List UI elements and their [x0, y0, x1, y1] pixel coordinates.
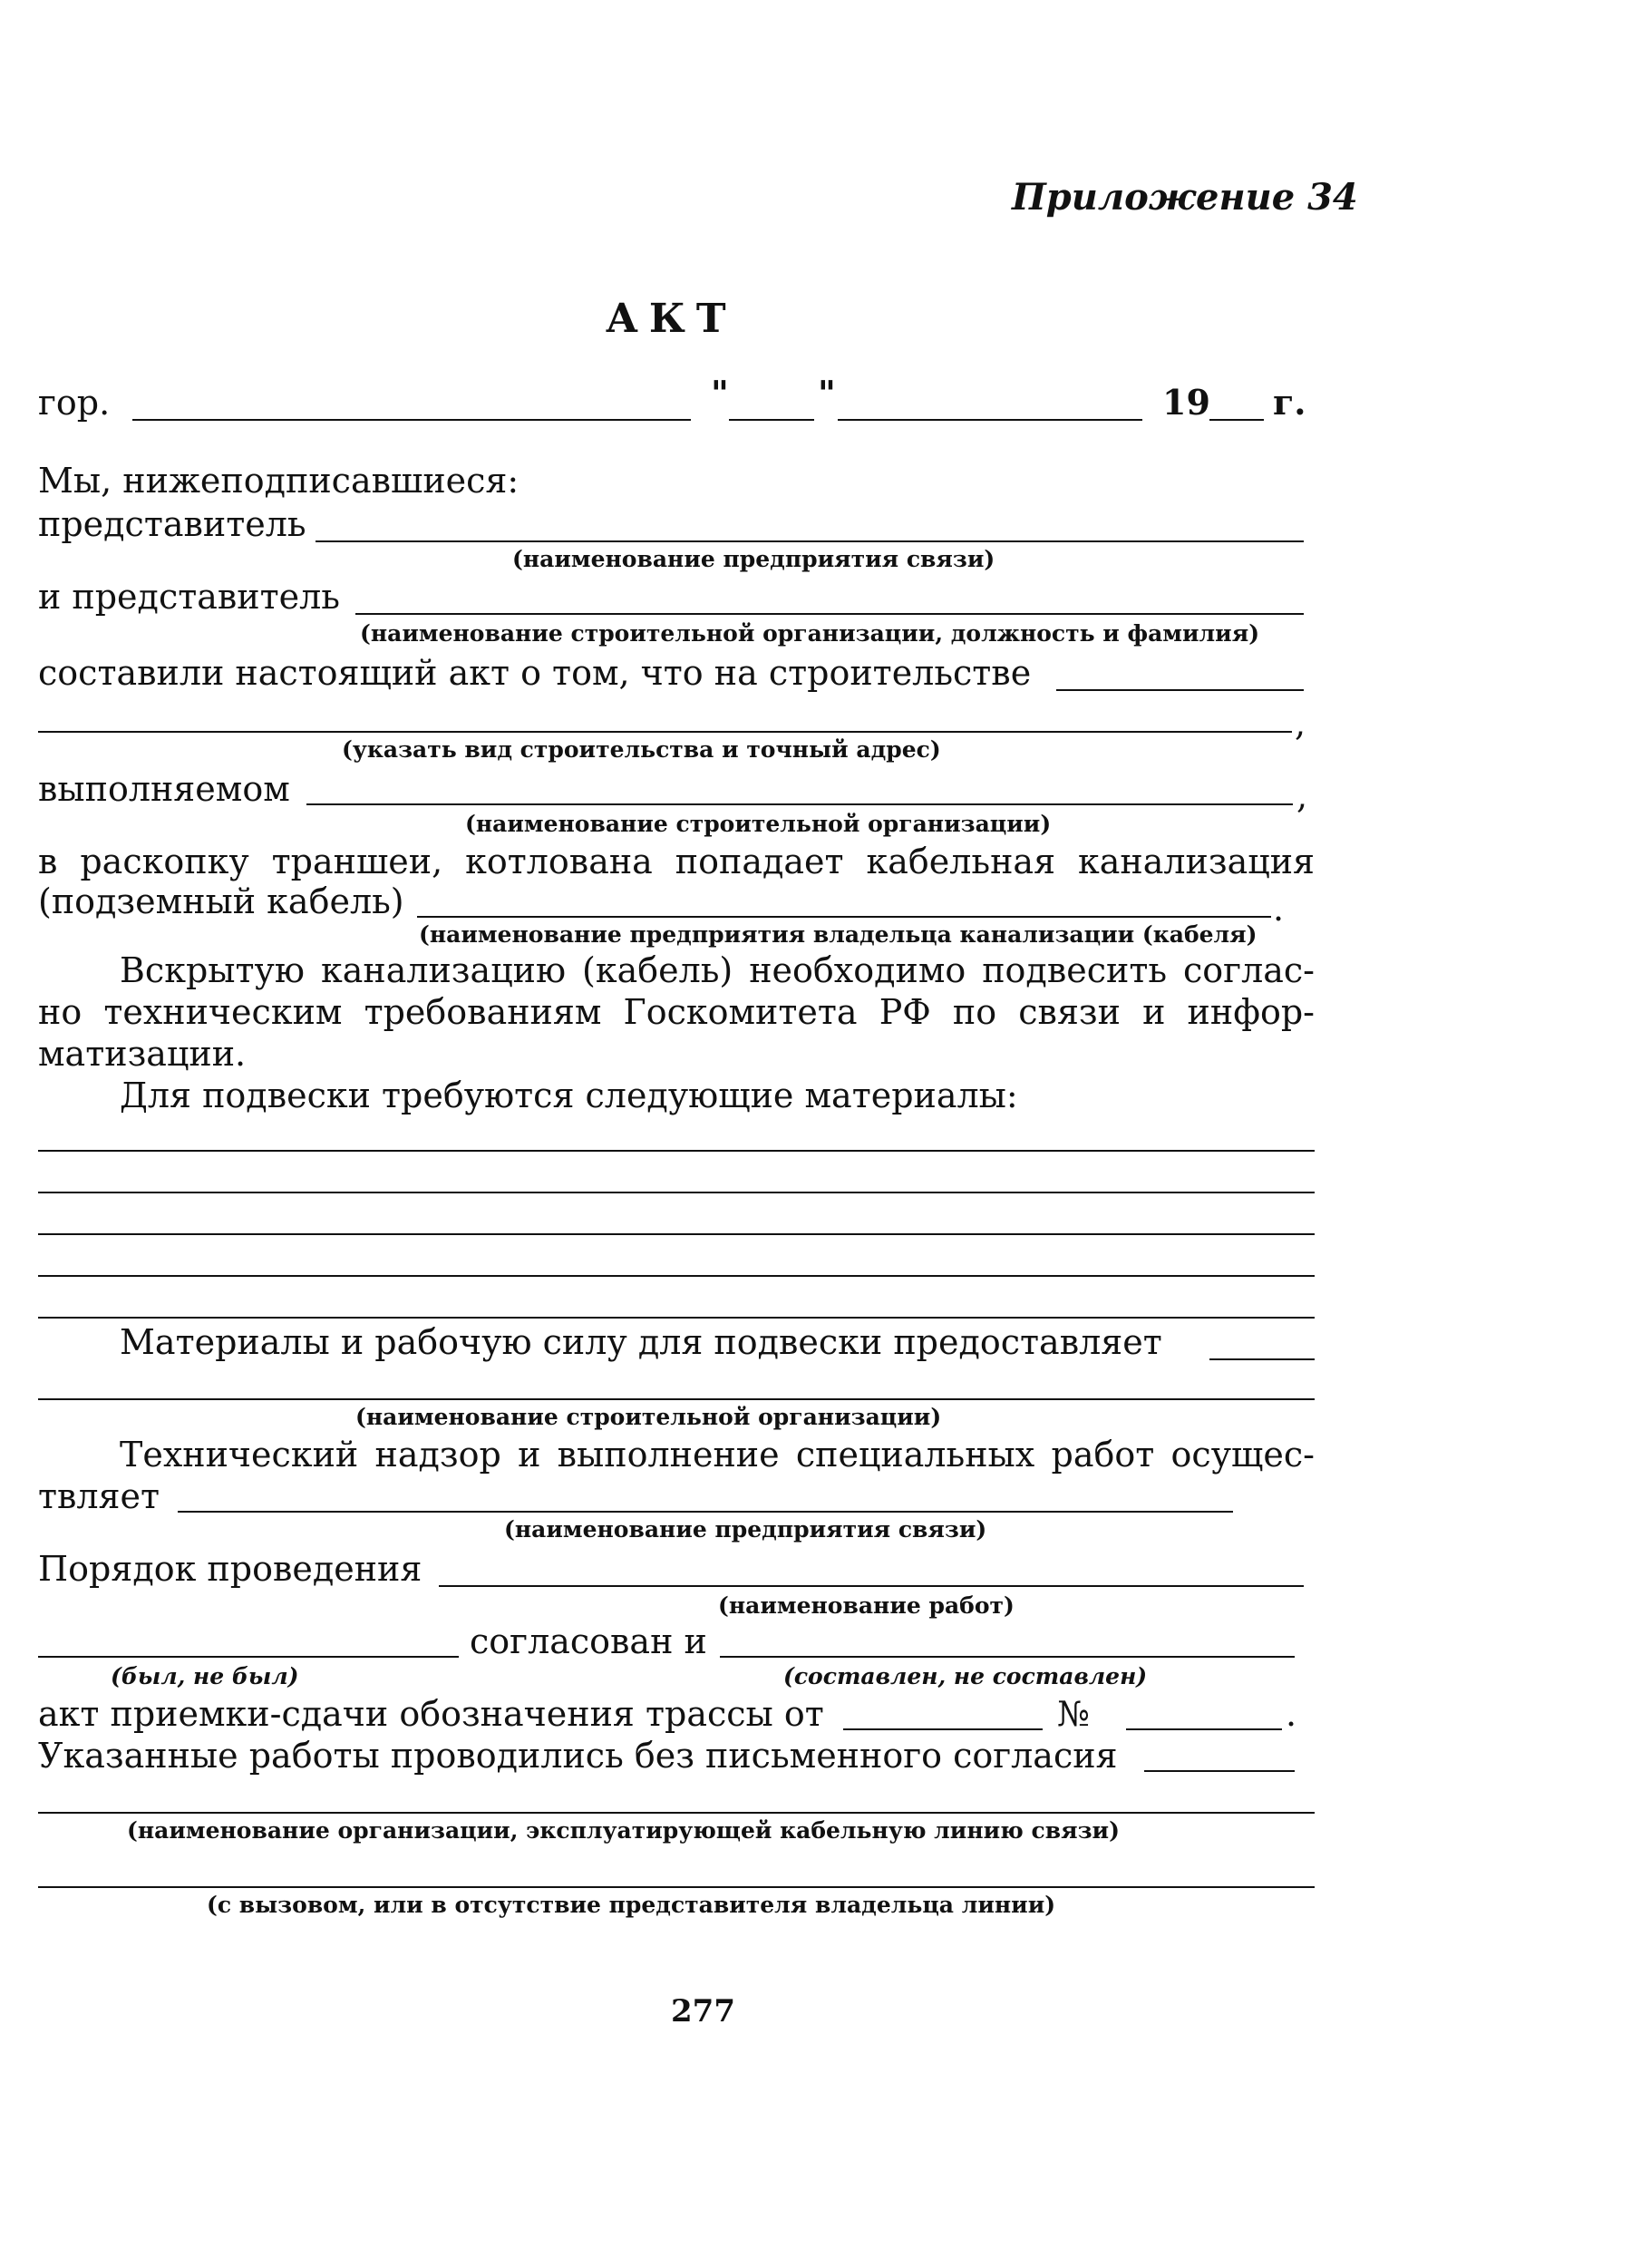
- performer-caption: (наименование строительной организации): [465, 811, 1052, 837]
- appendix-label: Приложение 34: [1012, 176, 1358, 219]
- materials-line-3[interactable]: [38, 1233, 1315, 1235]
- materials-intro: Для подвески требуются следующие материалы:: [120, 1076, 1018, 1115]
- period: .: [1273, 889, 1285, 929]
- act-statement: составили настоящий акт о том, что на строительстве: [38, 653, 1032, 693]
- materials-line-1[interactable]: [38, 1150, 1315, 1152]
- supervision-line-2: твляет: [38, 1476, 160, 1516]
- materials-line-5[interactable]: [38, 1317, 1315, 1319]
- acceptance-statement: акт приемки-сдачи обозначения трассы от: [38, 1694, 824, 1734]
- was-field[interactable]: [38, 1656, 459, 1658]
- compiled-caption: (составлен, не составлен): [783, 1663, 1148, 1689]
- intro-text: Мы, нижеподписавшиеся:: [38, 461, 519, 501]
- compiled-field[interactable]: [720, 1656, 1295, 1658]
- provider-field[interactable]: [1209, 1358, 1315, 1360]
- was-caption: (был, не был): [111, 1663, 299, 1689]
- representative-2-label: и представитель: [38, 577, 340, 617]
- cable-label: (подземный кабель): [38, 881, 404, 921]
- construction-field-continued[interactable]: [38, 731, 1292, 733]
- agreed-label: согласован и: [470, 1621, 707, 1661]
- paragraph-line-1: Вскрытую канализацию (кабель) необходимо подвесить соглас-: [120, 950, 1315, 990]
- day-field[interactable]: [729, 419, 814, 421]
- presence-field[interactable]: [38, 1886, 1315, 1888]
- procedure-label: Порядок проведения: [38, 1549, 422, 1589]
- cable-owner-caption: (наименование предприятия владельца канализации (кабеля): [419, 921, 1257, 948]
- materials-line-4[interactable]: [38, 1275, 1315, 1277]
- representative-1-field[interactable]: [316, 540, 1304, 542]
- consent-field[interactable]: [1144, 1770, 1295, 1772]
- representative-2-caption: (наименование строительной организации, должность и фамилия): [360, 620, 1260, 647]
- city-label: гор.: [38, 383, 111, 423]
- operator-field[interactable]: [38, 1812, 1315, 1814]
- presence-caption: (с вызовом, или в отсутствие представителя владельца линии): [207, 1892, 1056, 1918]
- materials-line-2[interactable]: [38, 1192, 1315, 1193]
- representative-1-label: представитель: [38, 504, 306, 544]
- page-number: 277: [671, 1993, 735, 2030]
- year-field[interactable]: [1209, 419, 1264, 421]
- year-prefix: 19: [1162, 382, 1210, 423]
- supervisor-field[interactable]: [178, 1511, 1233, 1513]
- provider-caption: (наименование строительной организации): [355, 1404, 942, 1430]
- performed-by-label: выполняемом: [38, 769, 290, 809]
- quote-open: ": [711, 373, 729, 414]
- works-caption: (наименование работ): [718, 1592, 1015, 1619]
- acceptance-date-field[interactable]: [843, 1728, 1043, 1730]
- month-field[interactable]: [838, 419, 1142, 421]
- provider-field-continued[interactable]: [38, 1398, 1315, 1400]
- trench-statement: в раскопку траншеи, котлована попадает кабельная канализация: [38, 842, 1315, 881]
- supervision-line-1: Технический надзор и выполнение специальных работ осущес-: [120, 1435, 1315, 1475]
- works-done-statement: Указанные работы проводились без письменного согласия: [38, 1736, 1118, 1776]
- period: .: [1286, 1694, 1297, 1734]
- comma: ,: [1296, 776, 1308, 816]
- cable-owner-field[interactable]: [417, 916, 1271, 918]
- acceptance-number-field[interactable]: [1126, 1728, 1282, 1730]
- operator-caption: (наименование организации, эксплуатирующей кабельную линию связи): [127, 1817, 1120, 1844]
- procedure-field[interactable]: [439, 1585, 1304, 1587]
- paragraph-line-3: матизации.: [38, 1034, 247, 1074]
- city-field[interactable]: [132, 419, 691, 421]
- construction-field[interactable]: [1056, 689, 1304, 691]
- comma: ,: [1295, 704, 1306, 744]
- number-sign: №: [1057, 1694, 1090, 1734]
- provides-statement: Материалы и рабочую силу для подвески предоставляет: [120, 1322, 1162, 1362]
- paragraph-line-2: но техническим требованиям Госкомитета РФ по связи и инфор-: [38, 992, 1315, 1032]
- supervisor-caption: (наименование предприятия связи): [504, 1516, 987, 1543]
- site-caption: (указать вид строительства и точный адрес): [342, 736, 941, 763]
- representative-1-caption: (наименование предприятия связи): [512, 546, 995, 572]
- representative-2-field[interactable]: [355, 613, 1304, 615]
- performer-field[interactable]: [306, 803, 1293, 805]
- document-title: АКТ: [606, 296, 737, 342]
- quote-close: ": [818, 373, 836, 414]
- year-suffix: г.: [1273, 382, 1306, 423]
